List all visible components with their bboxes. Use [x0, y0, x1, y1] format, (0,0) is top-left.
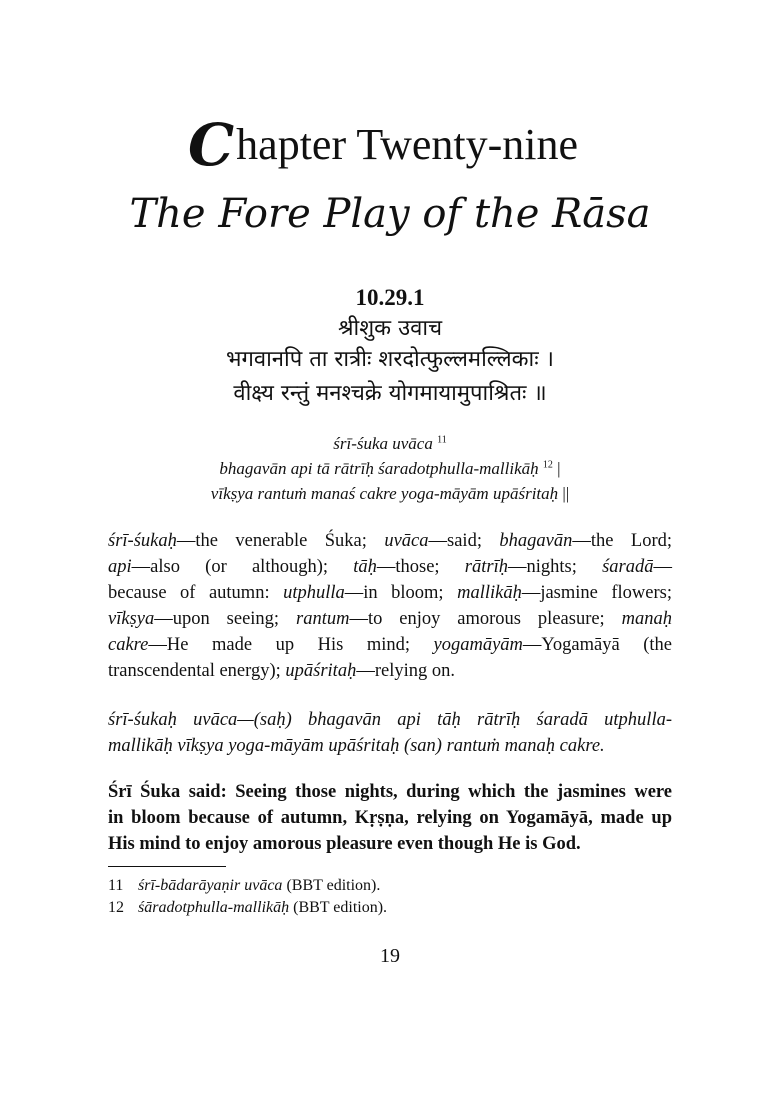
sanskrit-term: śrī-śukaḥ: [108, 531, 177, 551]
transliteration-text: śrī-śuka uvāca: [333, 434, 433, 453]
sanskrit-term: śaradā: [602, 557, 654, 577]
footnote-number: 12: [108, 899, 124, 916]
gloss-text: —said;: [428, 531, 500, 551]
footnote-text: (BBT edition).: [282, 877, 381, 894]
transliteration-line: [0, 482, 780, 506]
chapter-subtitle: The Fore Play of the Rāsa: [129, 191, 651, 237]
sanskrit-term: rantum: [296, 609, 350, 629]
gloss-text: —relying on.: [356, 661, 455, 681]
footnote-marker: 11: [437, 434, 447, 446]
synonym-line: [108, 528, 672, 554]
word-for-word-synonyms: [108, 528, 672, 684]
devanagari-line: भगवानपि ता रात्रीः शरदोत्फुल्लमल्लिकाः ।: [226, 347, 554, 372]
gloss-text: transcendental energy);: [108, 661, 286, 681]
gloss-text: —nights;: [507, 557, 603, 577]
anvaya-line: mallikāḥ vīkṣya yoga-māyām upāśritaḥ (san) rantuṁ manaḥ cakre.: [108, 736, 605, 756]
sanskrit-term: utphulla: [283, 583, 345, 603]
footnote-text: (BBT edition).: [289, 899, 388, 916]
gloss-text: —those;: [376, 557, 465, 577]
sanskrit-term: rātrīḥ: [464, 557, 508, 577]
devanagari-line: श्रीशुक उवाच: [337, 316, 443, 341]
footnote-divider: [108, 866, 226, 867]
sanskrit-term: vīkṣya: [108, 609, 155, 629]
anvaya-line: śrī-śukaḥ uvāca—(saḥ) bhagavān api tāḥ rātrīḥ śaradā utphulla-: [108, 710, 672, 730]
page-number: 19: [380, 945, 400, 967]
sanskrit-term: yogamāyām: [433, 635, 523, 655]
footnote-term: śāradotphulla-mallikāḥ: [138, 899, 290, 916]
devanagari-line: वीक्ष्य रन्तुं मनश्चक्रे योगमायामुपाश्रितः ॥: [233, 381, 547, 406]
verse-translation: [108, 779, 672, 857]
anvaya-prose-order: [108, 707, 672, 759]
gloss-text: —also (or although);: [131, 557, 354, 577]
sanskrit-term: cakre: [108, 635, 149, 655]
transliteration-line: [0, 457, 780, 481]
ornamental-drop-cap: C: [188, 111, 235, 179]
footnote: [108, 897, 608, 919]
translation-line: in bloom because of autumn, Kṛṣṇa, relying on Yogamāyā, made up: [108, 808, 672, 828]
gloss-text: —the venerable Śuka;: [176, 531, 385, 551]
verse-number: 10.29.1: [355, 285, 425, 310]
gloss-text: —in bloom;: [344, 583, 458, 603]
footnote-term: śrī-bādarāyaṇir uvāca: [138, 877, 283, 894]
sanskrit-term: tāḥ: [353, 557, 377, 577]
transliteration-line: [0, 432, 780, 456]
chapter-title-text: hapter Twenty-nine: [236, 120, 579, 169]
gloss-text: —upon seeing;: [154, 609, 296, 629]
translation-line: His mind to enjoy amorous pleasure even though He is God.: [108, 834, 581, 854]
verse-end-mark: ||: [562, 484, 570, 503]
gloss-text: —: [653, 557, 672, 577]
translation-line: Śrī Śuka said: Seeing those nights, during which the jasmines were: [108, 782, 672, 802]
sanskrit-term: bhagavān: [499, 531, 573, 551]
sanskrit-term: uvāca: [384, 531, 429, 551]
sanskrit-term: upāśritaḥ: [285, 661, 357, 681]
transliteration-text: bhagavān api tā rātrīḥ śaradotphulla-mallikāḥ: [219, 459, 539, 478]
sanskrit-term: api: [108, 557, 132, 577]
synonym-line: [108, 580, 672, 606]
synonym-line: [108, 606, 672, 632]
gloss-text: because of autumn:: [108, 583, 284, 603]
sanskrit-term: mallikāḥ: [457, 583, 522, 603]
synonym-line: [108, 658, 672, 684]
footnote-marker: 12: [542, 459, 553, 471]
gloss-text: —jasmine flowers;: [521, 583, 672, 603]
gloss-text: —to enjoy amorous pleasure;: [349, 609, 622, 629]
footnote: [108, 875, 608, 897]
synonym-line: [108, 554, 672, 580]
sanskrit-term: manaḥ: [621, 609, 673, 629]
footnote-number: 11: [108, 877, 124, 894]
gloss-text: —Yogamāyā (the: [522, 635, 672, 655]
chapter-title: [188, 110, 608, 180]
gloss-text: —the Lord;: [572, 531, 672, 551]
verse-end-mark: |: [557, 459, 561, 478]
transliteration-text: vīkṣya rantuṁ manaś cakre yoga-māyām upāśritaḥ: [210, 484, 559, 503]
synonym-line: [108, 632, 672, 658]
gloss-text: —He made up His mind;: [148, 635, 434, 655]
